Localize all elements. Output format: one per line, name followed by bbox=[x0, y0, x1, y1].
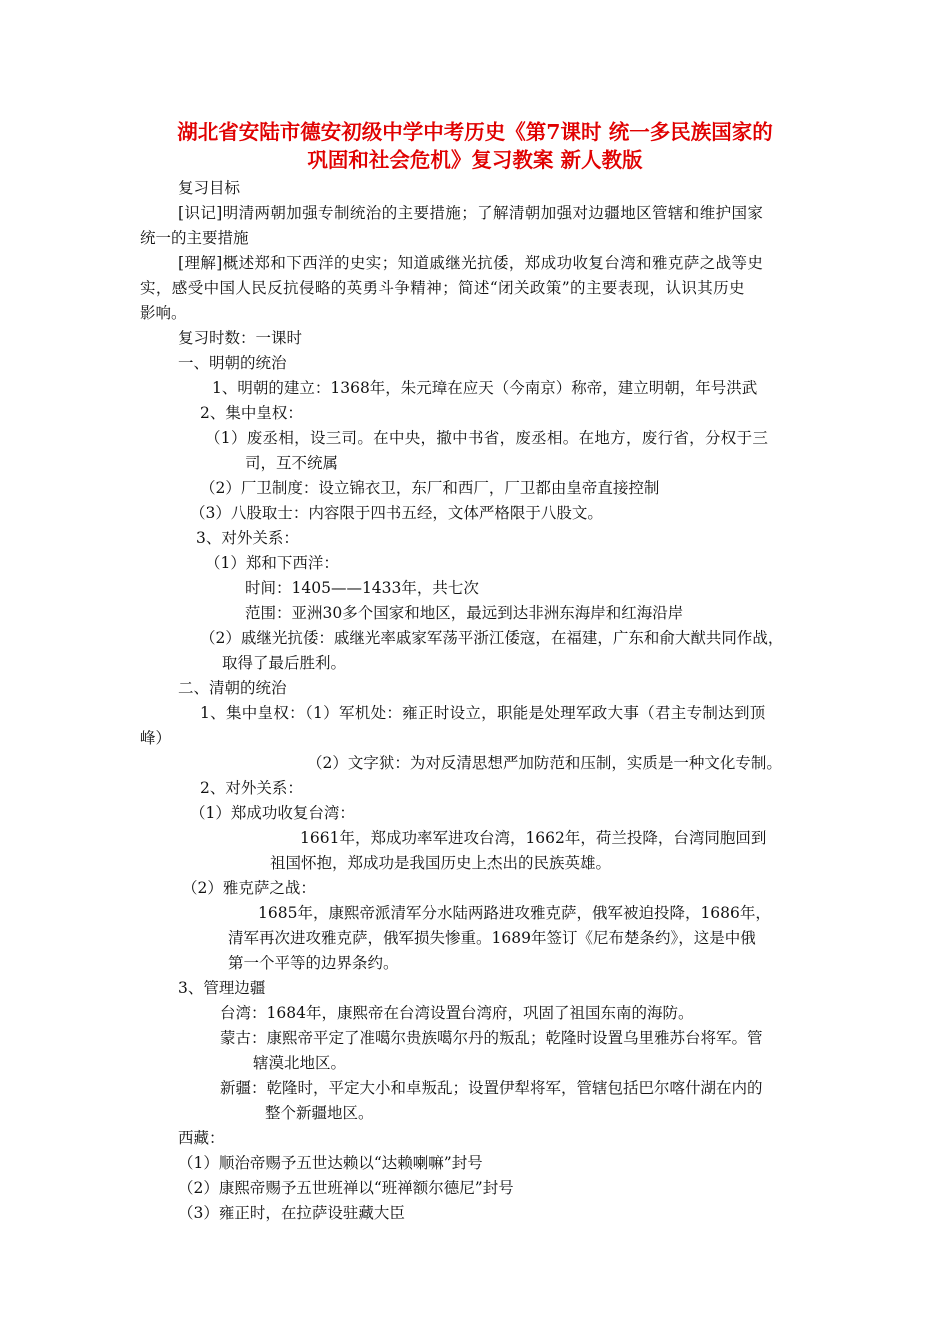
ming-foreign-relations-heading: 3、对外关系： bbox=[196, 529, 299, 547]
zheng-he-voyages-heading: （1）郑和下西洋： bbox=[205, 554, 339, 572]
objective-memorize: [识记]明清两朝加强专制统治的主要措施；了解清朝加强对边疆地区管辖和维护国家 bbox=[178, 204, 764, 222]
zheng-chenggong-taiwan-heading: （1）郑成功收复台湾： bbox=[190, 804, 355, 822]
qi-jiguang-wokou-cont: 取得了最后胜利。 bbox=[222, 654, 347, 672]
ming-abolish-chancellor-cont: 司，互不统属 bbox=[245, 454, 339, 472]
albazin-war: 1685年，康熙帝派清军分水陆两路进攻雅克萨，俄军被迫投降，1686年， bbox=[258, 904, 771, 922]
frontier-tibet-heading: 西藏： bbox=[178, 1129, 225, 1147]
ming-centralize-heading: 2、集中皇权： bbox=[200, 404, 303, 422]
objective-memorize-cont: 统一的主要措施 bbox=[140, 229, 249, 247]
review-time: 复习时数：一课时 bbox=[178, 329, 303, 347]
tibet-amban: （3）雍正时，在拉萨设驻藏大臣 bbox=[178, 1204, 405, 1222]
albazin-war-heading: （2）雅克萨之战： bbox=[182, 879, 316, 897]
frontier-xinjiang: 新疆：乾隆时，平定大小和卓叛乱；设置伊犁将军，管辖包括巴尔喀什湖在内的 bbox=[220, 1079, 763, 1097]
tibet-panchen-lama: （2）康熙帝赐予五世班禅以“班禅额尔德尼”封号 bbox=[178, 1179, 514, 1197]
heading-ming-rule: 一、明朝的统治 bbox=[178, 354, 287, 372]
title-line-2: 巩固和社会危机》复习教案 新人教版 bbox=[307, 148, 643, 172]
zheng-chenggong-taiwan-cont: 祖国怀抱，郑成功是我国历史上杰出的民族英雄。 bbox=[270, 854, 612, 872]
qi-jiguang-wokou: （2）戚继光抗倭：戚继光率戚家军荡平浙江倭寇，在福建，广东和俞大猷共同作战， bbox=[200, 629, 784, 647]
frontier-management-heading: 3、管理边疆 bbox=[178, 979, 266, 997]
qing-foreign-relations-heading: 2、对外关系： bbox=[200, 779, 303, 797]
document-title bbox=[110, 118, 840, 174]
ming-abolish-chancellor: （1）废丞相，设三司。在中央，撤中书省，废丞相。在地方，废行省，分权于三 bbox=[205, 429, 769, 447]
frontier-taiwan: 台湾：1684年，康熙帝在台湾设置台湾府，巩固了祖国东南的海防。 bbox=[220, 1004, 694, 1022]
ming-founding: 1、明朝的建立：1368年，朱元璋在应天（今南京）称帝，建立明朝，年号洪武 bbox=[212, 379, 758, 397]
qing-centralize-grand-council: 1、集中皇权：（1）军机处：雍正时设立，职能是处理军政大事（君主专制达到顶 bbox=[200, 704, 766, 722]
ming-eight-legged-essay: （3）八股取士：内容限于四书五经，文体严格限于八股文。 bbox=[190, 504, 603, 522]
zheng-he-scope: 范围：亚洲30多个国家和地区，最远到达非洲东海岸和红海沿岸 bbox=[245, 604, 684, 622]
qing-centralize-cont: 峰） bbox=[140, 729, 172, 747]
objective-understand-end: 影响。 bbox=[140, 304, 187, 322]
albazin-war-end: 第一个平等的边界条约。 bbox=[228, 954, 399, 972]
objective-understand: [理解]概述郑和下西洋的史实；知道戚继光抗倭，郑成功收复台湾和雅克萨之战等史 bbox=[178, 254, 764, 272]
albazin-war-cont: 清军再次进攻雅克萨，俄军损失惨重。1689年签订《尼布楚条约》，这是中俄 bbox=[228, 929, 756, 947]
frontier-mongolia-cont: 辖漠北地区。 bbox=[253, 1054, 347, 1072]
heading-qing-rule: 二、清朝的统治 bbox=[178, 679, 287, 697]
frontier-mongolia: 蒙古：康熙帝平定了准噶尔贵族噶尔丹的叛乱；乾隆时设置乌里雅苏台将军。管 bbox=[220, 1029, 763, 1047]
objective-understand-cont: 实，感受中国人民反抗侵略的英勇斗争精神；简述“闭关政策”的主要表现，认识其历史 bbox=[140, 279, 745, 297]
qing-literary-inquisition: （2）文字狱：为对反清思想严加防范和压制，实质是一种文化专制。 bbox=[307, 754, 782, 772]
zheng-chenggong-taiwan: 1661年，郑成功率军进攻台湾，1662年，荷兰投降，台湾同胞回到 bbox=[300, 829, 767, 847]
tibet-dalai-lama: （1）顺治帝赐予五世达赖以“达赖喇嘛”封号 bbox=[178, 1154, 483, 1172]
title-line-1: 湖北省安陆市德安初级中学中考历史《第7课时 统一多民族国家的 bbox=[177, 120, 773, 144]
zheng-he-time: 时间：1405——1433年，共七次 bbox=[245, 579, 479, 597]
ming-secret-police: （2）厂卫制度：设立锦衣卫，东厂和西厂，厂卫都由皇帝直接控制 bbox=[200, 479, 660, 497]
frontier-xinjiang-cont: 整个新疆地区。 bbox=[265, 1104, 374, 1122]
section-heading-objectives: 复习目标 bbox=[178, 179, 241, 197]
